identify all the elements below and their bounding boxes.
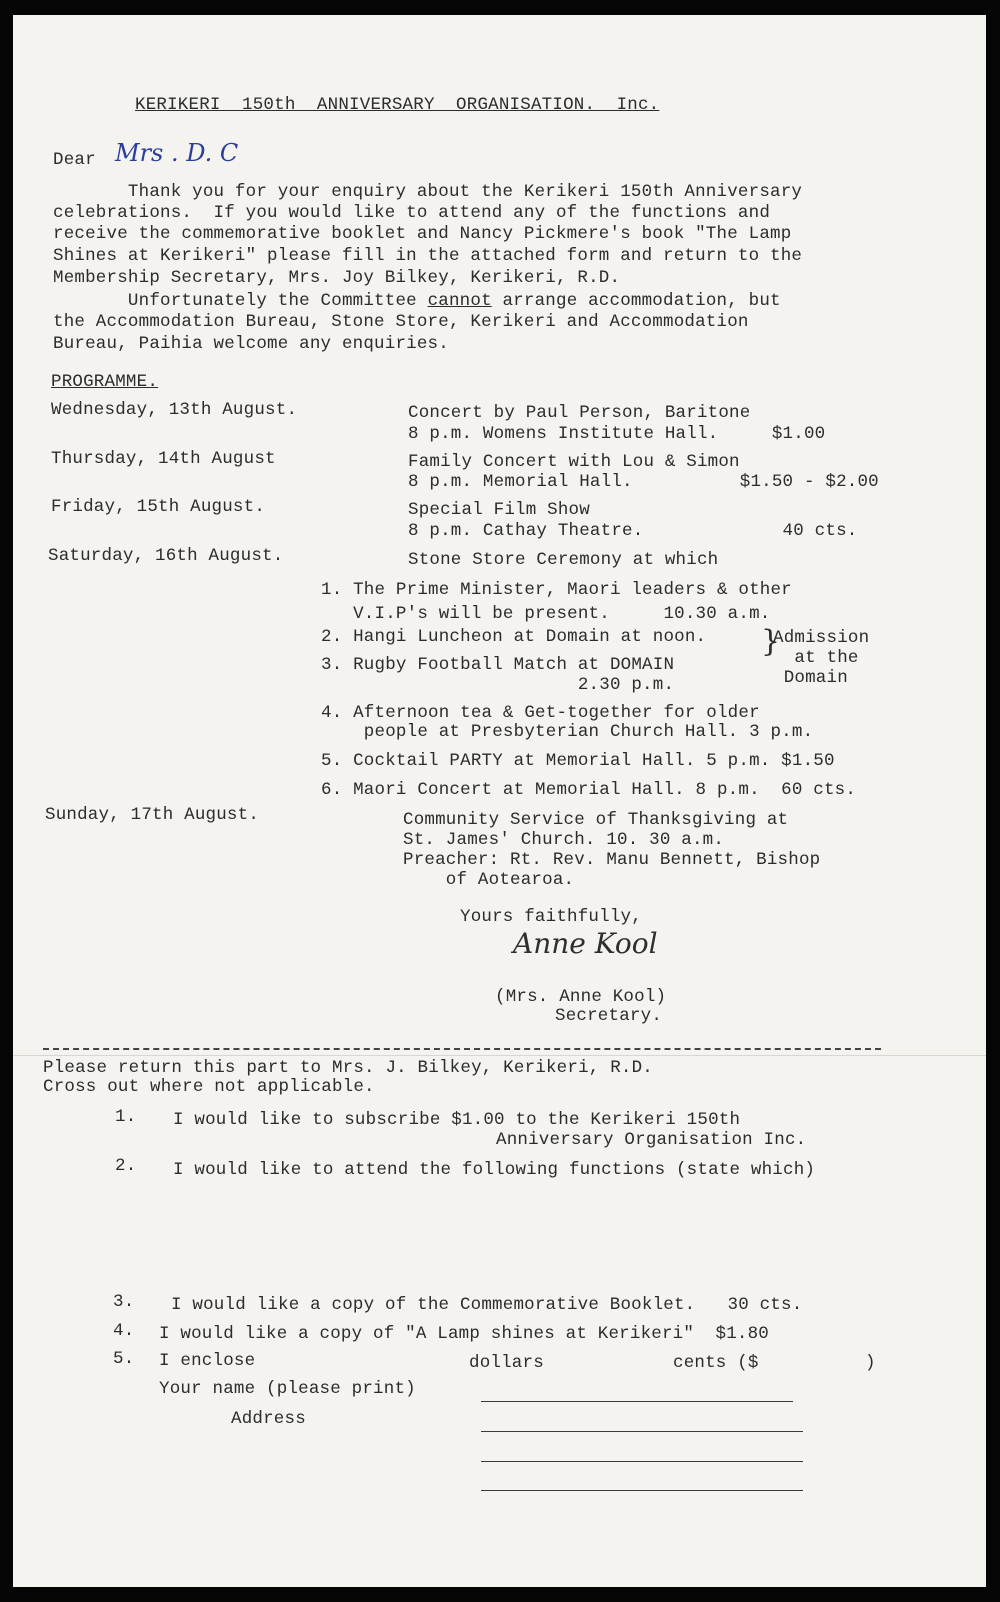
day-saturday: Saturday, 16th August. [48, 546, 284, 566]
saturday-item-1-line-1: 1. The Prime Minister, Maori leaders & other [321, 580, 792, 600]
handwritten-recipient-name: Mrs . D. C [115, 139, 239, 167]
cross-out-instruction: Cross out where not applicable. [43, 1077, 375, 1097]
paragraph-1-line-4: Shines at Kerikeri" please fill in the attached form and return to the [53, 246, 803, 266]
event-thu-line-1: Family Concert with Lou & Simon [408, 452, 740, 472]
paragraph-1-line-5: Membership Secretary, Mrs. Joy Bilkey, Kerikeri, R.D. [53, 268, 621, 288]
paragraph-2-line-3: Bureau, Paihia welcome any enquiries. [53, 334, 449, 354]
form-item-1-number: 1. [115, 1107, 137, 1127]
paragraph-1-line-2: celebrations. If you would like to attend any of the functions and [53, 203, 771, 223]
saturday-item-3-line-1: 3. Rugby Football Match at DOMAIN [321, 655, 675, 675]
event-wed-line-2: 8 p.m. Womens Institute Hall. $1.00 [408, 424, 826, 444]
form-item-3-number: 3. [113, 1292, 135, 1312]
admission-note-line-3: Domain [773, 668, 848, 688]
event-fri-line-2: 8 p.m. Cathay Theatre. 40 cts. [408, 521, 858, 541]
day-wednesday: Wednesday, 13th August. [51, 400, 298, 420]
address-input-line-1[interactable] [481, 1431, 803, 1432]
event-sun-line-4: of Aotearoa. [403, 870, 575, 890]
event-sun-line-1: Community Service of Thanksgiving at [403, 810, 789, 830]
paragraph-1-line-3: receive the commemorative booklet and Nancy Pickmere's book "The Lamp [53, 224, 792, 244]
event-sat-heading: Stone Store Ceremony at which [408, 550, 719, 570]
tear-off-line [43, 1048, 881, 1050]
address-label: Address [231, 1409, 306, 1429]
event-wed-line-1: Concert by Paul Person, Baritone [408, 403, 751, 423]
fold-crease [13, 1055, 986, 1056]
saturday-item-4-line-1: 4. Afternoon tea & Get-together for older [321, 703, 760, 723]
form-item-3-text: I would like a copy of the Commemorative Booklet. 30 cts. [171, 1295, 803, 1315]
event-sun-line-2: St. James' Church. 10. 30 a.m. [403, 830, 725, 850]
letterhead-title: KERIKERI 150th ANNIVERSARY ORGANISATION. Inc. [135, 95, 660, 115]
form-item-4-text: I would like a copy of "A Lamp shines at Kerikeri" $1.80 [159, 1324, 769, 1344]
event-thu-line-2: 8 p.m. Memorial Hall. $1.50 - $2.00 [408, 472, 879, 492]
signatory-name: (Mrs. Anne Kool) [495, 987, 667, 1007]
form-item-5-number: 5. [113, 1349, 135, 1369]
admission-note-line-2: at the [773, 648, 859, 668]
signature: Anne Kool [513, 927, 658, 960]
saturday-item-5: 5. Cocktail PARTY at Memorial Hall. 5 p.m. $1.50 [321, 751, 835, 771]
form-item-4-number: 4. [113, 1321, 135, 1341]
paragraph-1-line-1: Thank you for your enquiry about the Kerikeri 150th Anniversary [53, 182, 803, 202]
dollars-label: dollars [469, 1353, 544, 1373]
form-item-2-text: I would like to attend the following functions (state which) [173, 1160, 816, 1180]
paragraph-2-line-2: the Accommodation Bureau, Stone Store, Kerikeri and Accommodation [53, 312, 749, 332]
event-sun-line-3: Preacher: Rt. Rev. Manu Bennett, Bishop [403, 850, 821, 870]
address-input-line-3[interactable] [481, 1490, 803, 1491]
day-thursday: Thursday, 14th August [51, 449, 276, 469]
salutation-label: Dear [53, 150, 96, 170]
bracket-brace: } [761, 624, 781, 659]
form-item-1-line-2: Anniversary Organisation Inc. [496, 1130, 807, 1150]
paragraph-2-line-1: Unfortunately the Committee cannot arrange accommodation, but [53, 291, 781, 311]
saturday-item-6: 6. Maori Concert at Memorial Hall. 8 p.m. 60 cts. [321, 780, 857, 800]
name-input-line[interactable] [481, 1401, 793, 1402]
day-sunday: Sunday, 17th August. [45, 805, 260, 825]
closing: Yours faithfully, [460, 907, 642, 927]
your-name-label: Your name (please print) [159, 1379, 416, 1399]
day-friday: Friday, 15th August. [51, 497, 266, 517]
saturday-item-1-line-2: V.I.P's will be present. 10.30 a.m. [321, 604, 771, 624]
saturday-item-3-line-2: 2.30 p.m. [321, 675, 675, 695]
address-input-line-2[interactable] [481, 1461, 803, 1462]
saturday-item-2: 2. Hangi Luncheon at Domain at noon. [321, 627, 707, 647]
cents-close-paren: ) [865, 1353, 876, 1373]
form-item-2-number: 2. [115, 1156, 137, 1176]
form-item-5-enclose-label: I enclose [159, 1351, 256, 1371]
form-item-1-line-1: I would like to subscribe $1.00 to the Kerikeri 150th [173, 1110, 741, 1130]
return-instruction: Please return this part to Mrs. J. Bilkey, Kerikeri, R.D. [43, 1058, 653, 1078]
signatory-title: Secretary. [555, 1006, 663, 1026]
programme-heading: PROGRAMME. [51, 372, 159, 392]
letter-page [13, 15, 986, 1587]
emphasis-cannot: cannot [427, 291, 492, 311]
admission-note-line-1: Admission [773, 628, 870, 648]
cents-label: cents ($ [673, 1353, 759, 1373]
saturday-item-4-line-2: people at Presbyterian Church Hall. 3 p.m. [321, 722, 814, 742]
event-fri-line-1: Special Film Show [408, 500, 590, 520]
